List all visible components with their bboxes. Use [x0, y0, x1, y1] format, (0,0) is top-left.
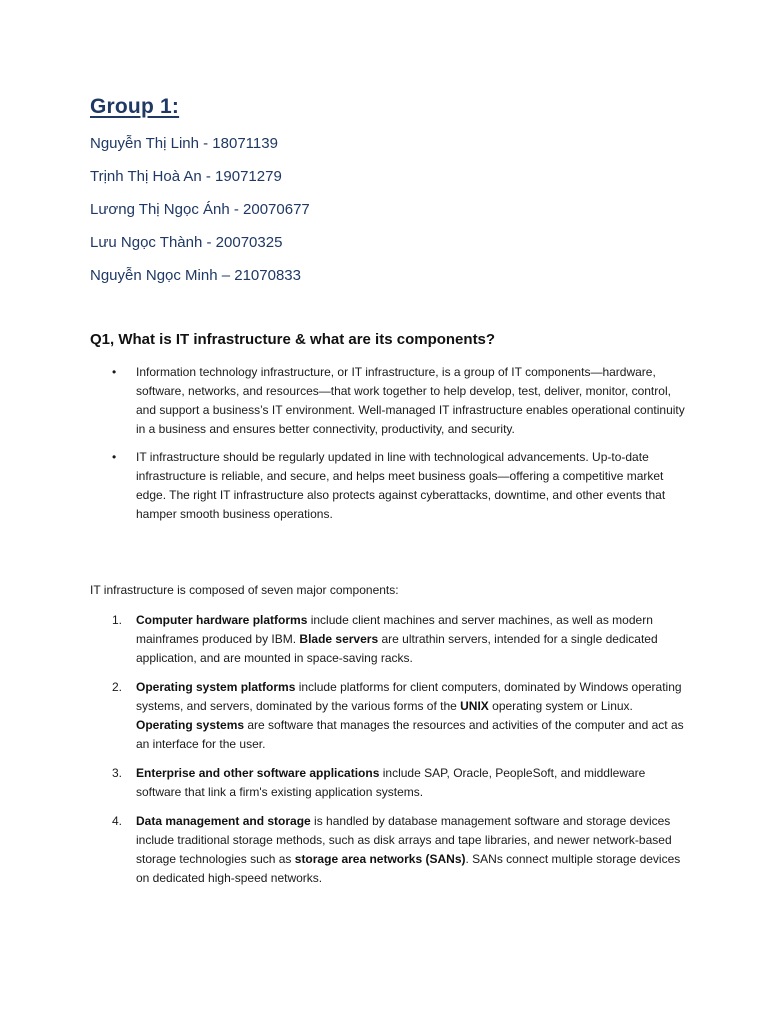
component-term: Enterprise and other software applications [136, 766, 380, 780]
component-number: 2. [112, 680, 123, 694]
component-term: UNIX [460, 699, 489, 713]
component-term: Operating system platforms [136, 680, 296, 694]
member-item: Nguyễn Ngọc Minh – 21070833 [90, 267, 301, 284]
component-term: Operating systems [136, 718, 245, 732]
component-item [90, 678, 690, 754]
component-text: operating system or Linux. [488, 699, 633, 713]
bullet-text: Information technology infrastructure, or IT infrastructure, is a group of IT components—hardware, software, networks, and resources—that work together to help develop, test, deliver, monitor, control, and support a business’s IT environment. Well-managed IT infrastructure enables operational continuity in a business and ensures better connectivity, productivity, and security. [136, 365, 685, 436]
component-text: . SANs connect multiple storage devices on dedicated high-speed networks. [136, 852, 681, 885]
component-term: Data management and storage [136, 814, 311, 828]
member-item: Nguyễn Thị Linh - 18071139 [90, 135, 278, 152]
component-number: 4. [112, 814, 123, 828]
member-item: Lương Thị Ngọc Ánh - 20070677 [90, 201, 310, 218]
component-text: include platforms for client computers, dominated by Windows operating systems, and servers, dominated by the various forms of the [136, 680, 682, 713]
component-term: Blade servers [299, 632, 379, 646]
bullet-item [90, 363, 690, 439]
bullet-text: IT infrastructure should be regularly updated in line with technological advancements. Up-to-date infrastructure is reliable, and secure, and helps meet business goals—offering a competitive market edge. The right IT infrastructure also protects against cyberattacks, downtime, and other events that hamper smooth business operations. [136, 450, 666, 521]
group-heading: Group 1: [90, 95, 180, 118]
bullet-item [90, 448, 690, 524]
component-text: are ultrathin servers, intended for a single dedicated application, and are mounted in space-saving racks. [136, 632, 658, 665]
component-text: are software that manages the resources and activities of the computer and act as an interface for the user. [136, 718, 684, 751]
question-heading: Q1, What is IT infrastructure & what are its components? [90, 331, 496, 348]
component-term: storage area networks (SANs) [294, 852, 466, 866]
component-number: 3. [112, 766, 123, 780]
component-text: include SAP, Oracle, PeopleSoft, and middleware software that link a firm's existing application systems. [136, 766, 646, 799]
component-number: 1. [112, 613, 123, 627]
member-list [90, 133, 310, 298]
component-item [90, 611, 690, 668]
member-item: Lưu Ngọc Thành - 20070325 [90, 234, 283, 251]
bullet-icon: • [112, 365, 117, 379]
component-list [90, 611, 690, 898]
bullet-icon: • [112, 450, 117, 464]
components-intro: IT infrastructure is composed of seven major components: [90, 583, 399, 597]
bullet-list [90, 363, 690, 533]
member-item: Trịnh Thị Hoà An - 19071279 [90, 168, 282, 185]
component-text: include client machines and server machines, as well as modern mainframes produced by IBM. [136, 613, 653, 646]
component-item [90, 812, 690, 888]
component-term: Computer hardware platforms [136, 613, 308, 627]
component-item [90, 764, 690, 802]
component-text: is handled by database management software and storage devices include traditional storage methods, such as disk arrays and tape libraries, and newer network-based storage technologies such as [136, 814, 672, 866]
